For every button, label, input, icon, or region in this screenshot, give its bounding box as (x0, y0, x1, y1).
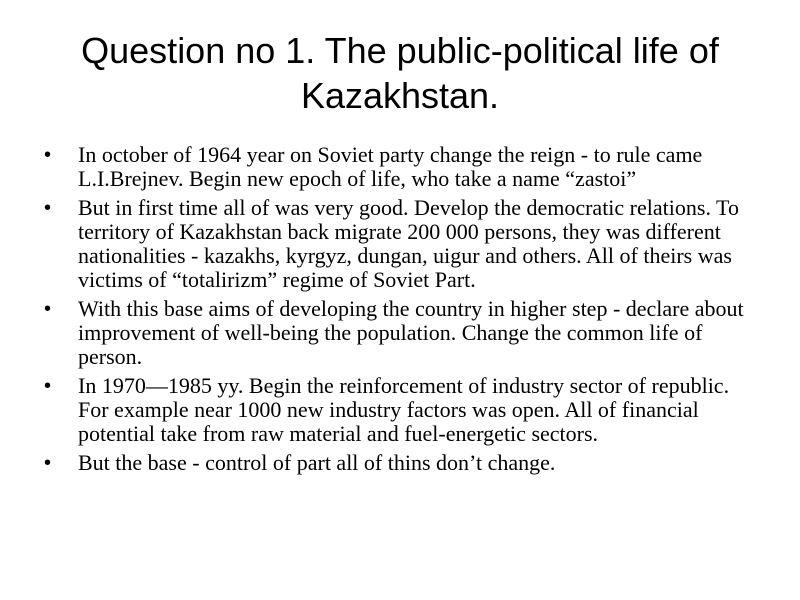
bullet-list (42, 143, 752, 480)
bullet-icon: • (44, 197, 52, 219)
slide-title: Question no 1. The public-political life of Kazakhstan. (81, 30, 719, 116)
bullet-icon: • (44, 144, 52, 166)
bullet-icon: • (44, 375, 52, 397)
bullet-item (42, 196, 752, 292)
bullet-item (42, 143, 752, 191)
bullet-text: But the base - control of part all of thins don’t change. (78, 450, 556, 475)
bullet-icon: • (44, 298, 52, 320)
bullet-text: With this base aims of developing the country in higher step - declare about improvement of well-being the population. Change the common life of person. (78, 296, 744, 369)
bullet-text: In october of 1964 year on Soviet party change the reign - to rule came L.I.Brejnev. Begin new epoch of life, who take a name “zastoi” (78, 142, 703, 191)
bullet-text: In 1970—1985 yy. Begin the reinforcement of industry sector of republic. For example near 1000 new industry factors was open. All of financial potential take from raw material and fuel-energetic sectors. (78, 373, 730, 446)
bullet-icon: • (44, 452, 52, 474)
bullet-item (42, 451, 752, 475)
bullet-item (42, 297, 752, 369)
bullet-text: But in first time all of was very good. Develop the democratic relations. To territory of Kazakhstan back migrate 200 000 persons, they was different nationalities - kazakhs, kyrgyz, dungan, uigur and others. All of theirs was victims of “totalirizm” regime of Soviet Part. (78, 195, 739, 292)
bullet-item (42, 374, 752, 446)
